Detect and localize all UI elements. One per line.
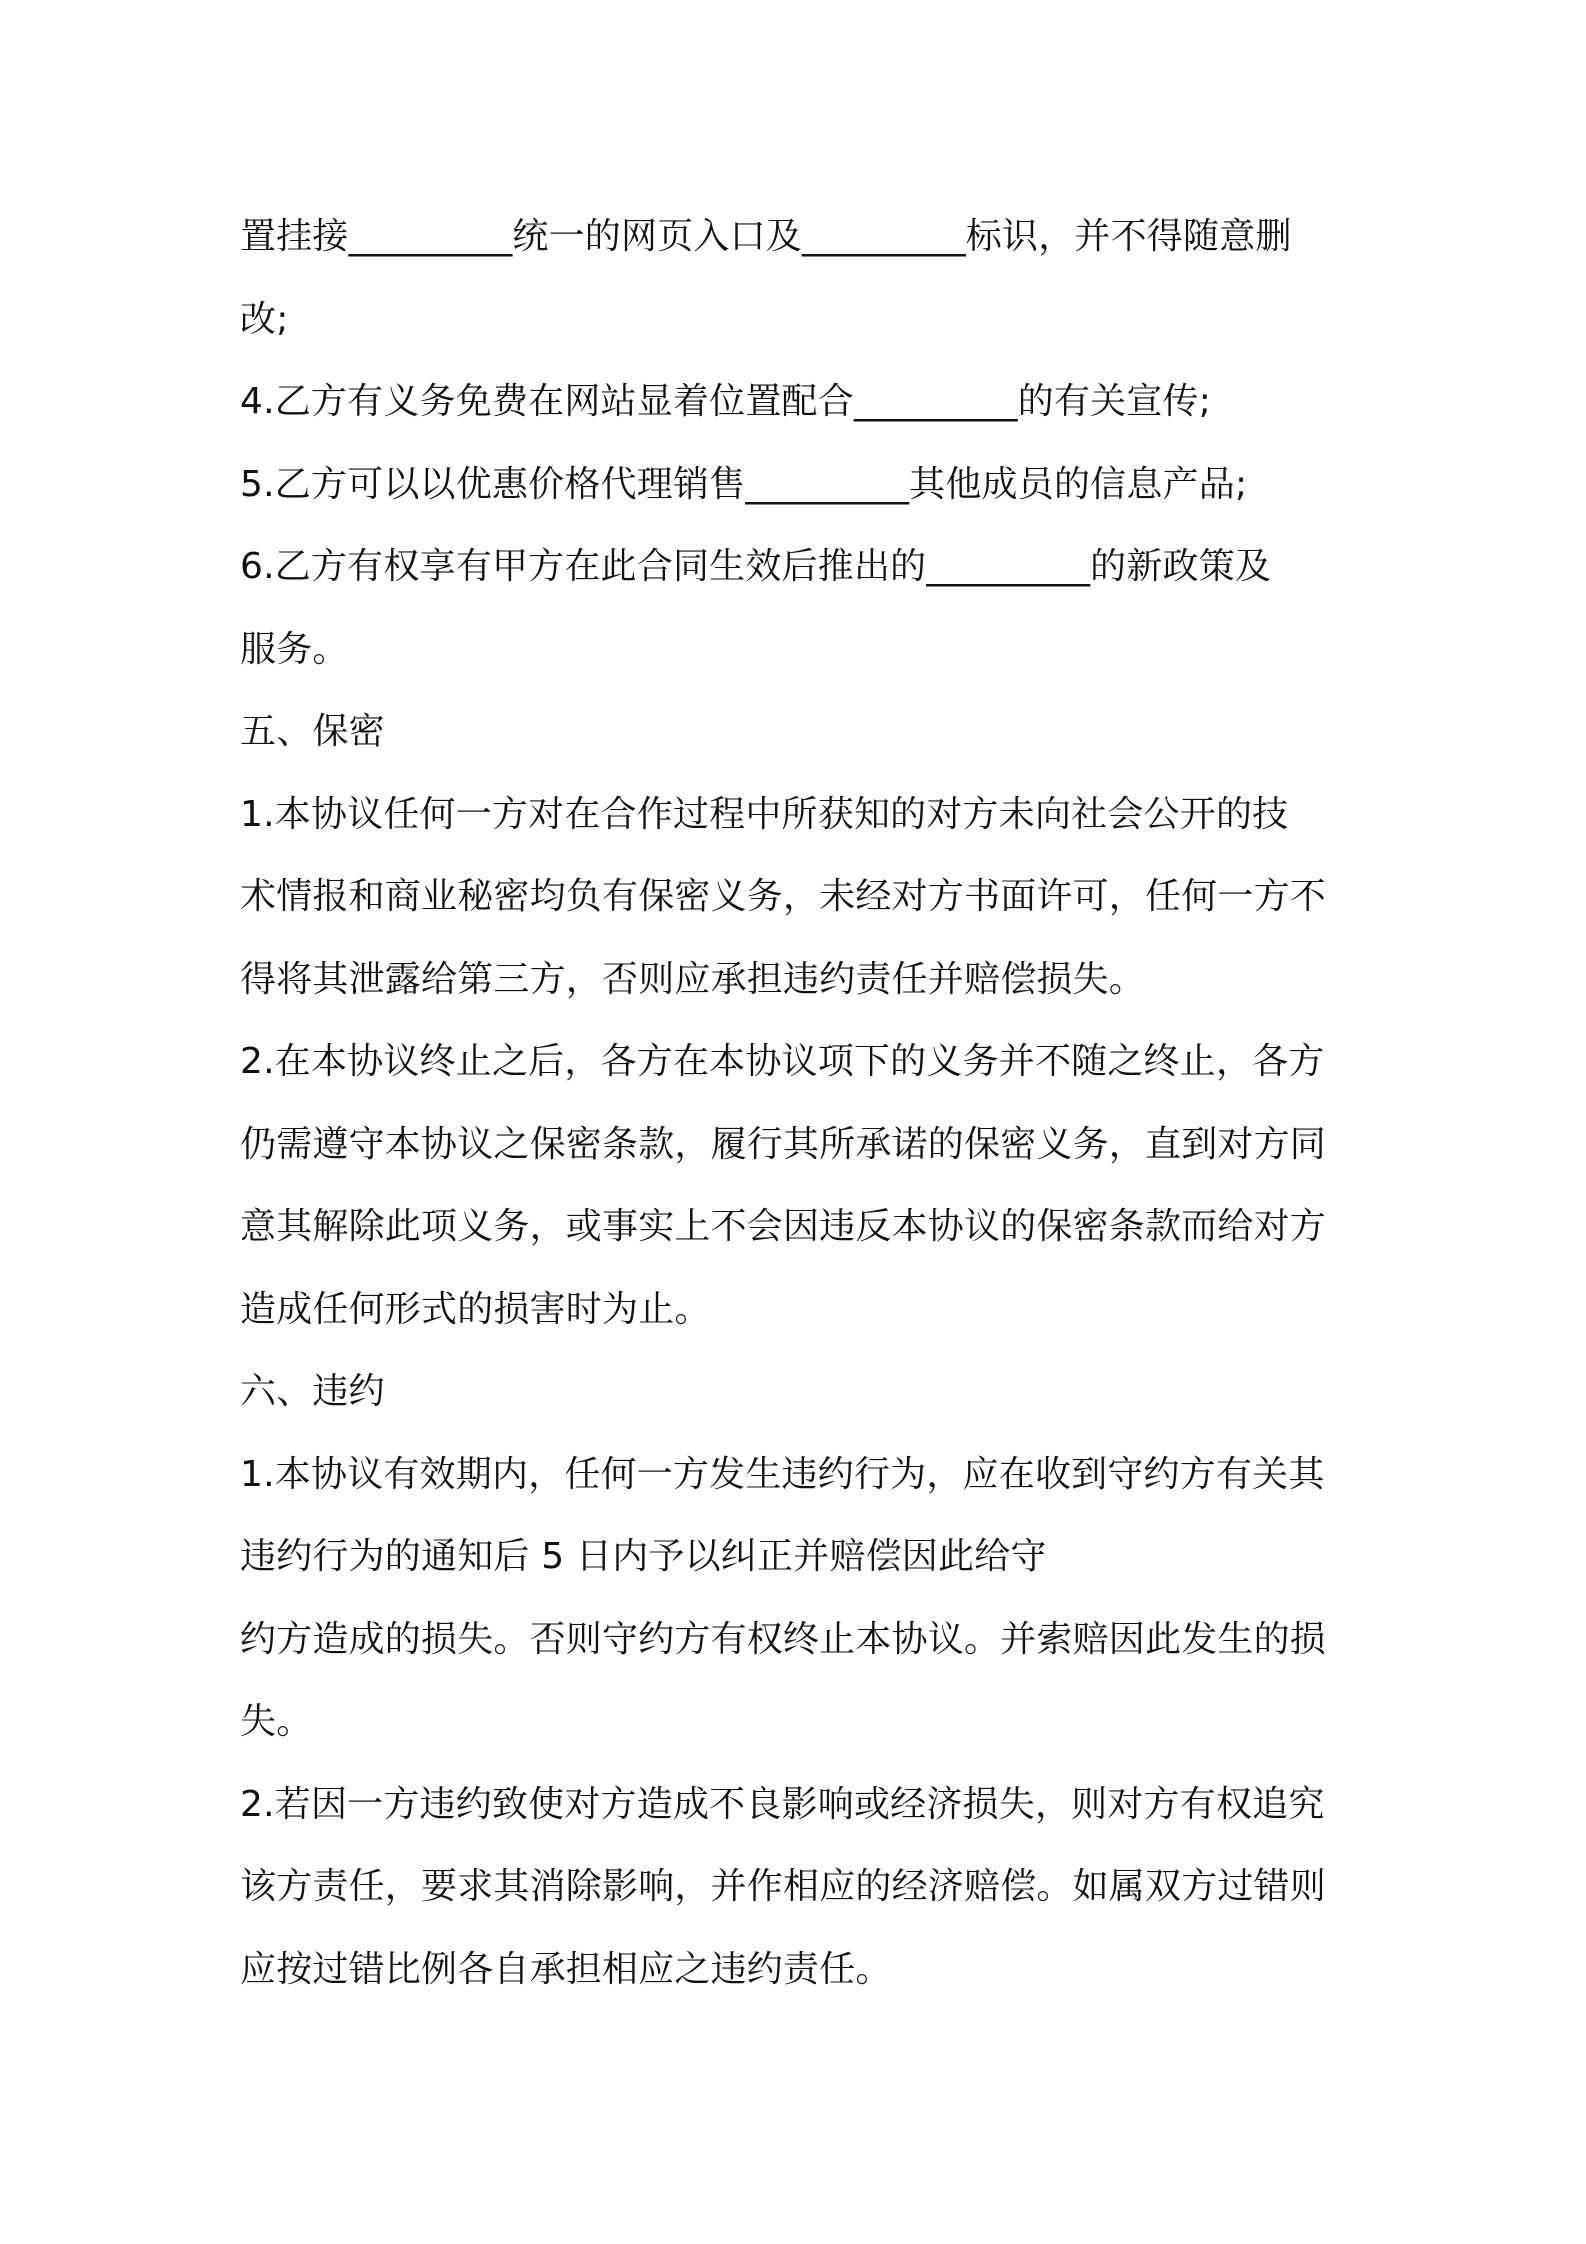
text-line: 服务。 [240,628,349,670]
text-line: 失。 [240,1701,313,1742]
document-body [240,196,1360,2011]
text-line: 应按过错比例各自承担相应之违约责任。 [240,1948,892,1990]
text-line: 2.在本协议终止之后，各方在本协议项下的义务并不随之终止，各方 [240,1041,1325,1082]
text-line: 该方责任，要求其消除影响，并作相应的经济赔偿。如属双方过错则 [240,1866,1327,1907]
text-line: 违约行为的通知后 5 日内予以纠正并赔偿因此给守 [240,1536,1047,1577]
text-line: 造成任何形式的损害时为止。 [240,1288,711,1330]
text-line: 意其解除此项义务，或事实上不会因违反本协议的保密条款而给对方 [240,1206,1327,1247]
section-heading: 六、违约 [240,1371,385,1412]
text-line: 1.本协议任何一方对在合作过程中所获知的对方未向社会公开的技 [240,793,1289,835]
section-heading: 五、保密 [240,711,385,752]
text-line: 6.乙方有权享有甲方在此合同生效后推出的_________的新政策及 [240,546,1272,587]
text-line: 2.若因一方违约致使对方造成不良影响或经济损失，则对方有权追究 [240,1783,1325,1825]
text-line: 术情报和商业秘密均负有保密义务，未经对方书面许可，任何一方不 [240,876,1327,917]
text-line: 5.乙方可以以优惠价格代理销售_________其他成员的信息产品; [240,463,1248,505]
text-line: 约方造成的损失。否则守约方有权终止本协议。并索赔因此发生的损 [240,1618,1327,1660]
text-line: 置挂接_________统一的网页入口及_________标识，并不得随意删 [240,216,1292,257]
text-line: 4.乙方有义务免费在网站显着位置配合_________的有关宣传; [240,381,1212,422]
text-line: 仍需遵守本协议之保密条款，履行其所承诺的保密义务，直到对方同 [240,1123,1327,1165]
text-line: 1.本协议有效期内，任何一方发生违约行为，应在收到守约方有关其 [240,1453,1325,1495]
text-line: 得将其泄露给第三方，否则应承担违约责任并赔偿损失。 [240,958,1146,1000]
text-line: 改; [240,298,289,340]
